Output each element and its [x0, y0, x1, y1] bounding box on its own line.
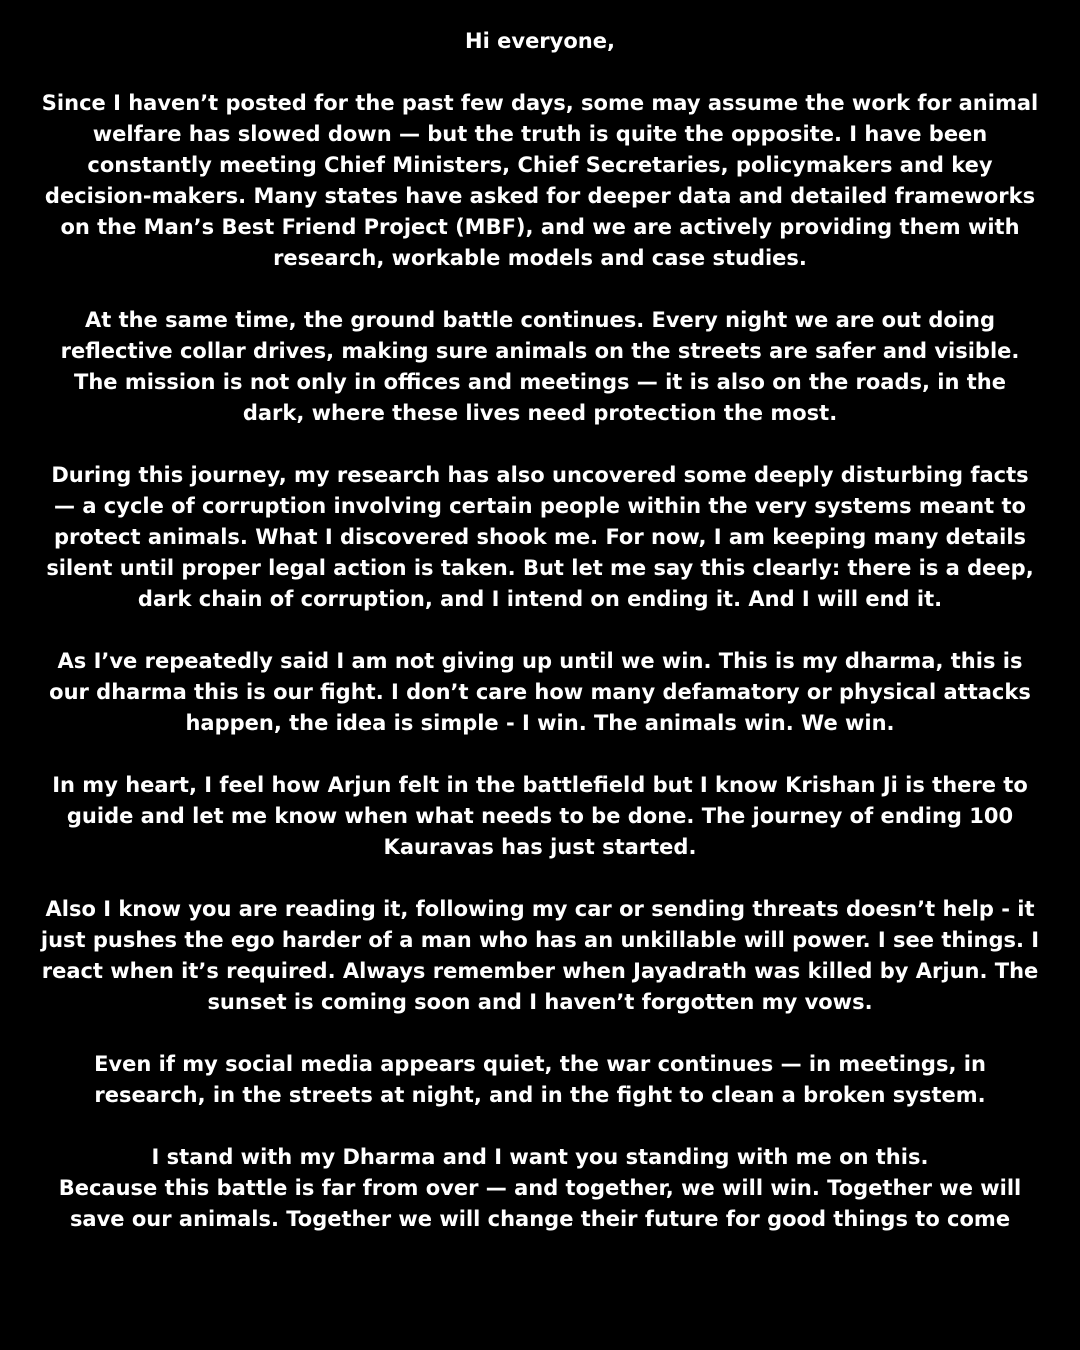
post-text-card: [40, 26, 1040, 1235]
closing-line-1: I stand with my Dharma and I want you standing with me on this.: [151, 1145, 929, 1169]
paragraph-threats: Also I know you are reading it, following my car or sending threats doesn’t help - it just pushes the ego harder of a man who has an unkillable will power. I see things. I react when it’s required. Always remember when Jayadrath was killed by Arjun. The sunset is coming soon and I haven’t forgotten my vows.: [40, 897, 1040, 1014]
paragraph-dharma: As I’ve repeatedly said I am not giving up until we win. This is my dharma, this is our dharma this is our fight. I don’t care how many defamatory or physical attacks happen, the idea is simple - I win. The animals win. We win.: [49, 649, 1031, 735]
greeting: Hi everyone,: [465, 29, 615, 53]
paragraph-work-update: Since I haven’t posted for the past few days, some may assume the work for animal welfare has slowed down — but the truth is quite the opposite. I have been constantly meeting Chief Ministers, Chief Secretaries, policymakers and key decision-makers. Many states have asked for deeper data and detailed frameworks on the Man’s Best Friend Project (MBF), and we are actively providing them with research, workable models and case studies.: [41, 91, 1039, 270]
paragraph-war-continues: Even if my social media appears quiet, the war continues — in meetings, in research, in the streets at night, and in the fight to clean a broken system.: [94, 1052, 986, 1107]
paragraph-ground-battle: At the same time, the ground battle continues. Every night we are out doing reflective collar drives, making sure animals on the streets are safer and visible. The mission is not only in offices and meetings — it is also on the roads, in the dark, where these lives need protection the most.: [60, 308, 1020, 425]
paragraph-arjun: In my heart, I feel how Arjun felt in the battlefield but I know Krishan Ji is there to guide and let me know when what needs to be done. The journey of ending 100 Kauravas has just started.: [52, 773, 1028, 859]
closing-line-2: Because this battle is far from over — and together, we will win. Together we will save our animals. Together we will change their future for good things to come: [58, 1176, 1022, 1231]
paragraph-corruption: During this journey, my research has also uncovered some deeply disturbing facts — a cycle of corruption involving certain people within the very systems meant to protect animals. What I discovered shook me. For now, I am keeping many details silent until proper legal action is taken. But let me say this clearly: there is a deep, dark chain of corruption, and I intend on ending it. And I will end it.: [46, 463, 1034, 611]
paragraph-closing: [40, 1142, 1040, 1235]
